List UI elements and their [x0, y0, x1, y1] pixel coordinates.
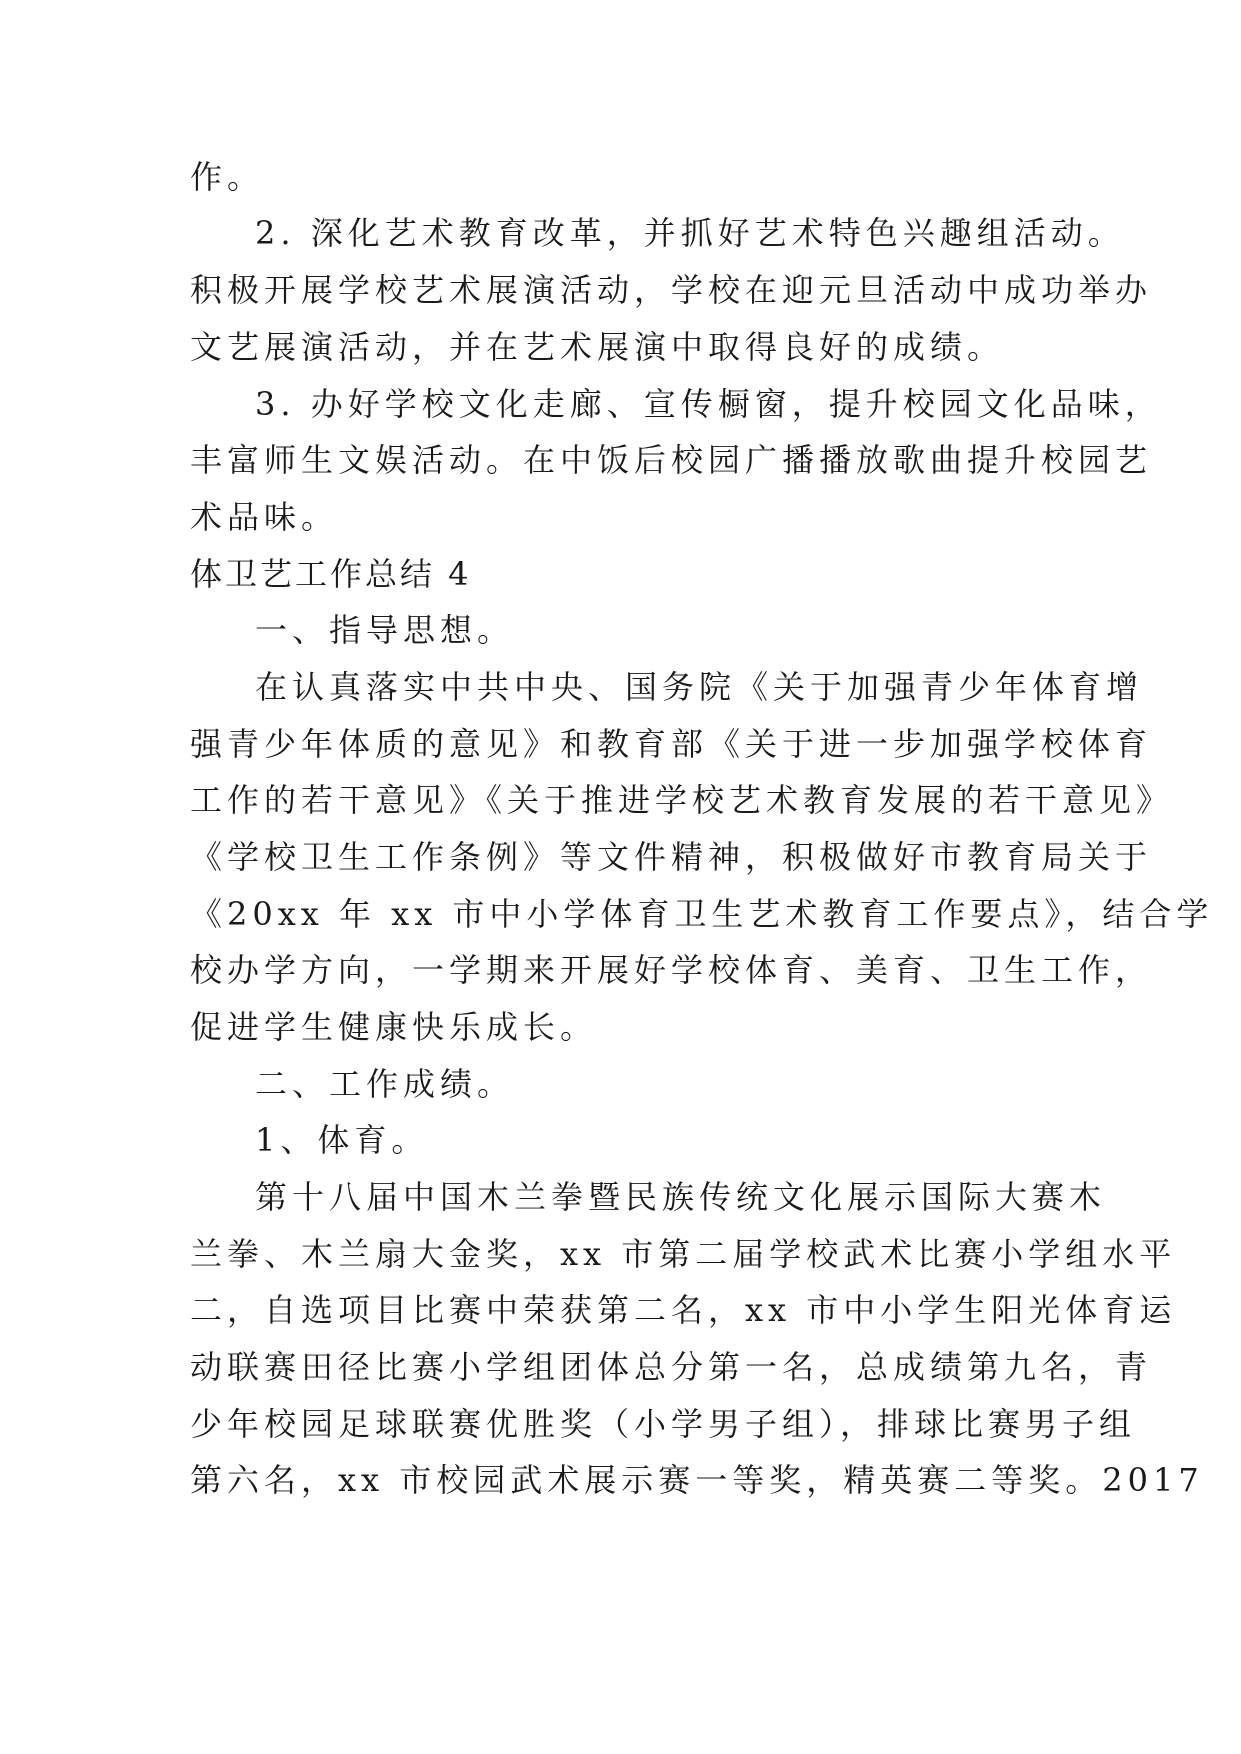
text-line: 动联赛田径比赛小学组团体总分第一名，总成绩第九名，青 [190, 1348, 1153, 1386]
text-line: 强青少年体质的意见》和教育部《关于进一步加强学校体育 [190, 725, 1153, 763]
text-line: 文艺展演活动，并在艺术展演中取得良好的成绩。 [190, 328, 1005, 366]
text-line: 2. 深化艺术教育改革，并抓好艺术特色兴趣组活动。 [255, 214, 1125, 252]
text-line: 3. 办好学校文化走廊、宣传橱窗，提升校园文化品味， [255, 385, 1162, 423]
text-line: 二、工作成绩。 [255, 1065, 515, 1103]
text-line: 1、体育。 [255, 1121, 429, 1159]
text-line: 校办学方向，一学期来开展好学校体育、美育、卫生工作， [190, 951, 1153, 989]
text-line: 二，自选项目比赛中荣获第二名，xx 市中小学生阳光体育运 [190, 1291, 1177, 1329]
text-line: 促进学生健康快乐成长。 [190, 1008, 598, 1046]
text-line: 积极开展学校艺术展演活动，学校在迎元旦活动中成功举办 [190, 271, 1153, 309]
text-line: 第六名，xx 市校园武术展示赛一等奖，精英赛二等奖。2017 [190, 1461, 1204, 1499]
text-line: 一、指导思想。 [255, 611, 515, 649]
text-line: 工作的若干意见》《关于推进学校艺术教育发展的若干意见》 [190, 781, 1174, 819]
text-line: 术品味。 [190, 498, 339, 536]
text-line: 作。 [190, 158, 265, 196]
text-line: 《20xx 年 xx 市中小学体育卫生艺术教育工作要点》，结合学 [190, 895, 1214, 933]
text-line: 在认真落实中共中央、国务院《关于加强青少年体育增 [255, 668, 1144, 706]
text-line: 第十八届中国木兰拳暨民族传统文化展示国际大赛木 [255, 1178, 1107, 1216]
text-line: 丰富师生文娱活动。在中饭后校园广播播放歌曲提升校园艺 [190, 441, 1153, 479]
text-line: 少年校园足球联赛优胜奖（小学男子组），排球比赛男子组 [190, 1405, 1137, 1443]
text-line: 兰拳、木兰扇大金奖，xx 市第二届学校武术比赛小学组水平 [190, 1235, 1177, 1273]
text-line: 《学校卫生工作条例》等文件精神，积极做好市教育局关于 [190, 838, 1153, 876]
section-heading: 体卫艺工作总结 4 [190, 555, 472, 593]
